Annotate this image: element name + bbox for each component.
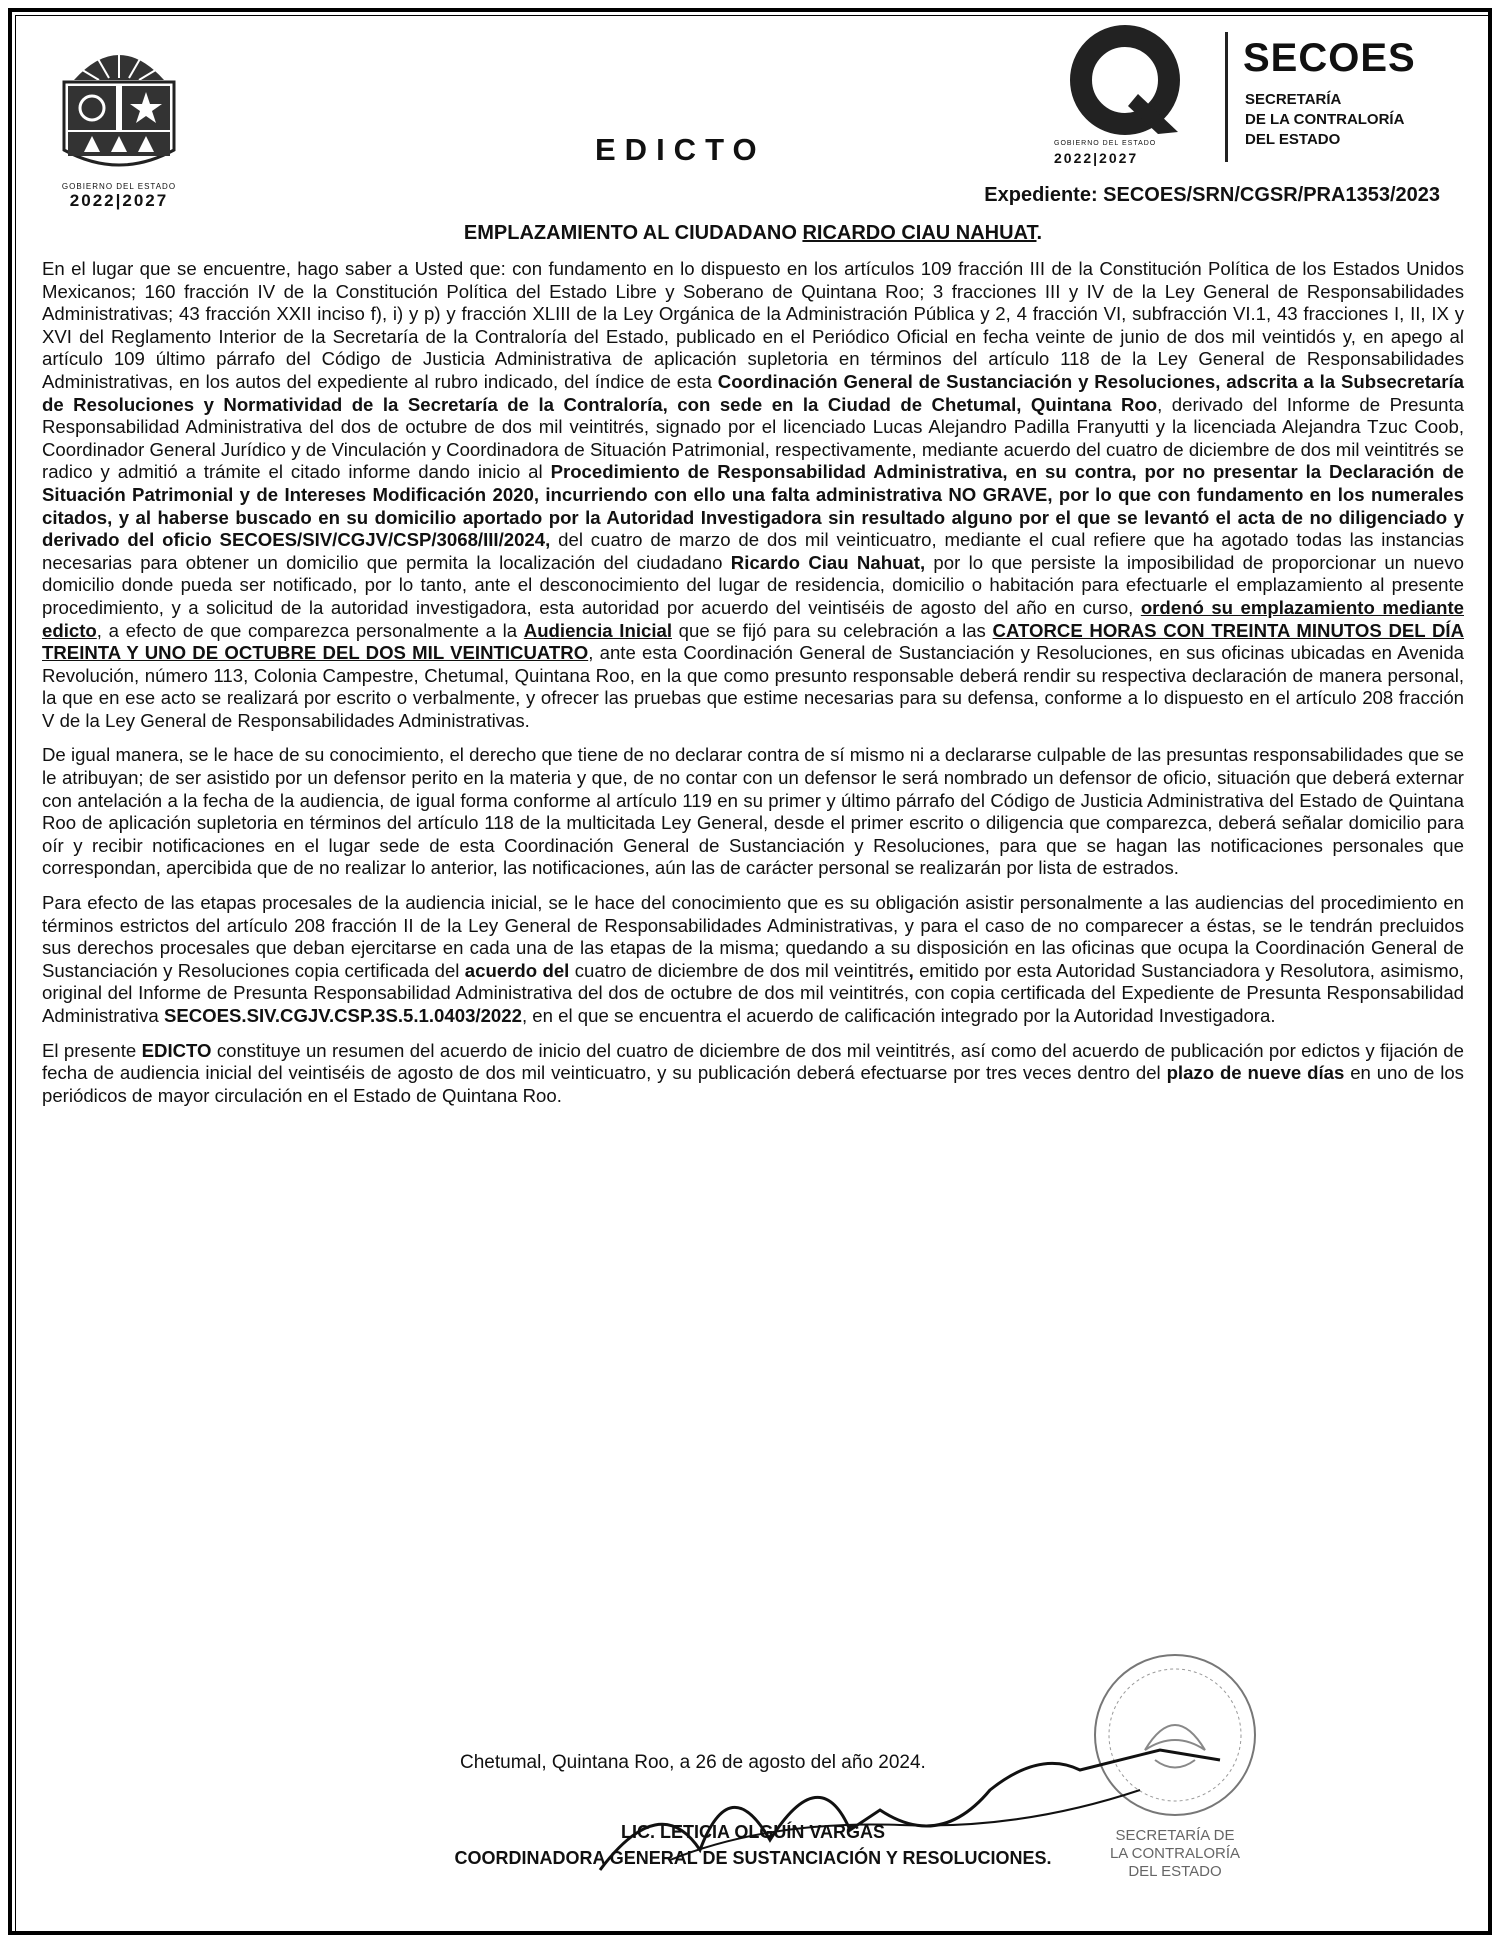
secoes-name: SECOES xyxy=(1243,36,1416,80)
bold-underlined-run: ordenó su emplazamiento mediante edicto xyxy=(42,596,1464,641)
paragraph-1 xyxy=(42,258,1464,732)
text-run: emitido por esta Autoridad Sustanciadora y Resolutora, asimismo, original del Informe de Presunta Responsabilidad Administrativa del dos de octubre de dos mil veintitrés, con copia certificada del Expediente de Presunta Responsabilidad Administrativa xyxy=(42,959,1464,1026)
secoes-subtitle xyxy=(1245,90,1404,150)
text-run: El presente xyxy=(42,1039,142,1061)
coat-of-arms-icon xyxy=(54,30,184,180)
text-run: en uno de los periódicos de mayor circulación en el Estado de Quintana Roo. xyxy=(42,1062,1464,1106)
signer-name: LIC. LETICIA OLGUÍN VARGAS xyxy=(621,1822,885,1842)
paragraph-4 xyxy=(42,1040,1464,1108)
bold-run: Ricardo Ciau Nahuat, xyxy=(730,551,926,573)
left-logo-years: 2022|2027 xyxy=(69,191,169,210)
secoes-sub-line: DE LA CONTRALORÍA xyxy=(1245,111,1405,128)
seal-line: SECRETARÍA DE xyxy=(1115,1827,1235,1844)
state-coat-of-arms xyxy=(44,30,194,220)
text-run: que se fijó para su celebración a las xyxy=(672,619,993,641)
seal-line: LA CONTRALORÍA xyxy=(1109,1845,1241,1862)
text-run: constituye un resumen del acuerdo de inicio del cuatro de diciembre de dos mil veintitrés, así como del acuerdo de publicación por edictos y fijación de fecha de audiencia inicial del veintiséis de agosto de dos mil veinticuatro, y su publicación deberá efectuarse por tres veces dentro del xyxy=(42,1039,1464,1084)
summons-suffix: . xyxy=(1036,222,1043,244)
case-number: Expediente: SECOES/SRN/CGSR/PRA1353/2023 xyxy=(984,184,1440,206)
bold-underlined-run: Audiencia Inicial xyxy=(523,619,672,641)
bold-run: SECOES.SIV.CGJV.CSP.3S.5.1.0403/2022 xyxy=(163,1005,522,1026)
place-and-date: Chetumal, Quintana Roo, a 26 de agosto del año 2024. xyxy=(460,1752,926,1773)
bold-run: , xyxy=(908,959,914,981)
right-logo-years: 2022|2027 xyxy=(1054,150,1139,166)
bold-run: acuerdo del xyxy=(464,959,570,981)
secoes-sub-line: DEL ESTADO xyxy=(1245,131,1341,148)
bold-underlined-run: CATORCE HORAS CON TREINTA MINUTOS DEL DÍA TREINTA Y UNO DE OCTUBRE DEL DOS MIL VEINTICUATRO xyxy=(42,619,1465,664)
text-run: por lo que persiste la imposibilidad de proporcionar un nuevo domicilio donde pueda ser notificado, por lo tanto, ante el desconocimiento del lugar de residencia, domicilio o habitación para efectuarle el emplazamiento al presente procedimiento, y a solicitud de la autoridad investigadora, esta autoridad por acuerdo del veintiséis de agosto del año en curso, xyxy=(42,551,1464,618)
summons-prefix: EMPLAZAMIENTO AL CIUDADANO xyxy=(463,222,803,244)
secoes-sub-line: SECRETARÍA xyxy=(1245,91,1342,108)
left-logo-caption: GOBIERNO DEL ESTADO xyxy=(61,182,177,191)
page-title: EDICTO xyxy=(595,132,766,167)
right-logo-caption: GOBIERNO DEL ESTADO xyxy=(1054,140,1157,147)
text-run: Para efecto de las etapas procesales de la audiencia inicial, se le hace del conocimiento que es su obligación asistir personalmente a las audiencias del procedimiento en términos estrictos del artículo 208 fracción II de la Ley General de Responsabilidades Administrativas, y para el caso de no comparecer a éstas, se le tendrán precluidos sus derechos procesales que deban ejercitarse en cada una de las etapas de la misma; quedando a su disposición en las oficinas que ocupa la Coordinación General de Sustanciación y Resoluciones copia certificada del xyxy=(42,892,1464,981)
secoes-logo xyxy=(1040,22,1470,172)
paragraph-3 xyxy=(42,892,1464,1028)
edict-body xyxy=(42,258,1464,1119)
text-run: del cuatro de marzo de dos mil veinticuatro, mediante el cual refiere que ha agotado todas las instancias necesarias para obtener un domicilio que permita la localización del ciudadano xyxy=(42,529,1464,573)
seal-line: DEL ESTADO xyxy=(1128,1863,1222,1880)
text-run: En el lugar que se encuentre, hago saber a Usted que: con fundamento en lo dispuesto en los artículos 109 fracción III de la Constitución Política de los Estados Unidos Mexicanos; 160 fracción IV de la Constitución Política del Estado Libre y Soberano de Quintana Roo; 3 fracciones III y IV de la Ley General de Responsabilidades Administrativas; 43 fracción XXII inciso f), i) y p) y fracción XLIII de la Ley Orgánica de la Administración Pública y 2, 4 fracción VI, subfracción VI.1, 43 fracciones I, II, IX y XVI del Reglamento Interior de la Secretaría de la Contraloría del Estado, publicado en el Periódico Oficial en fecha veinte de junio de dos mil veintidós y, en apego al artículo 109 último párrafo del Código de Justicia Administrativa de aplicación supletoria en términos del artículo 118 de la Ley General de Responsabilidades Administrativas, en los autos del expediente al rubro indicado, del índice de esta xyxy=(42,258,1464,392)
q-logo xyxy=(1040,22,1210,172)
bold-run: Procedimiento de Responsabilidad Administrativa, en su contra, por no presentar la Declaración de Situación Patrimonial y de Intereses Modificación 2020, incurriendo con ello una falta administrativa NO GRAVE, por lo que con fundamento en los numerales citados, y al haberse buscado en su domicilio aportado por la Autoridad Investigadora sin resultado alguno por el que se levantó el acta de no diligenciado y derivado del oficio SECOES/SIV/CGJV/CSP/3068/III/2024, xyxy=(42,461,1465,551)
bold-run: EDICTO xyxy=(141,1039,212,1061)
text-run: , a efecto de que comparezca personalmente a la xyxy=(96,619,524,641)
paragraph-2: De igual manera, se le hace de su conocimiento, el derecho que tiene de no declarar contra de sí mismo ni a declararse culpable de las presuntas responsabilidades que se le atribuyan; de ser asistido por un defensor perito en la materia y que, de no contar con un defensor le será nombrado un defensor de oficio, situación que deberá externar con antelación a la fecha de la audiencia, de igual forma conforme al artículo 119 en su primer y último párrafo del Código de Justicia Administrativa del Estado de Quintana Roo de aplicación supletoria en términos del artículo 118 de la multicitada Ley General, desde el primer escrito o diligencia que comparezca, deberá señalar domicilio para oír y recibir notificaciones en el lugar sede de esta Coordinación General de Sustanciación y Resoluciones, para que se hagan las notificaciones personales que correspondan, apercibida que de no realizar lo anterior, las notificaciones, aún las de carácter personal se realizarán por lista de estrados. xyxy=(42,744,1464,879)
text-run: cuatro de diciembre de dos mil veintitrés xyxy=(569,959,909,981)
logo-divider xyxy=(1225,32,1228,162)
summons-heading xyxy=(0,222,1506,245)
summons-name: RICARDO CIAU NAHUAT xyxy=(802,222,1037,244)
signer-role: COORDINADORA GENERAL DE SUSTANCIACIÓN Y RESOLUCIONES. xyxy=(454,1848,1052,1868)
q-logo-icon xyxy=(1050,22,1200,140)
bold-run: Coordinación General de Sustanciación y Resoluciones, adscrita a la Subsecretaría de Resoluciones y Normatividad de la Secretaría de la Contraloría, con sede en la Ciudad de Chetumal, Quintana Roo xyxy=(42,370,1464,415)
text-run: , ante esta Coordinación General de Sustanciación y Resoluciones, en sus oficinas ubicadas en Avenida Revolución, número 113, Colonia Campestre, Chetumal, Quintana Roo, en la que como presunto responsable deberá rendir su respectiva declaración de manera personal, la que en ese acto se realizará por escrito o verbalmente, y ofrecer las pruebas que estime necesarias para su defensa, conforme a lo dispuesto en el artículo 208 fracción V de la Ley General de Responsabilidades Administrativas. xyxy=(42,642,1464,731)
bold-run: plazo de nueve días xyxy=(1166,1062,1345,1084)
text-run: , derivado del Informe de Presunta Responsabilidad Administrativa del dos de octubre de dos mil veintitrés, signado por el licenciado Lucas Alejandro Padilla Franyutti y la licenciada Alejandra Tzuc Coob, Coordinador General Jurídico y de Vinculación y Coordinadora de Situación Patrimonial, respectivamente, mediante acuerdo del cuatro de diciembre de dos mil veintitrés se radico y admitió a trámite el citado informe dando inicio al xyxy=(42,393,1464,483)
text-run: , en el que se encuentra el acuerdo de calificación integrado por la Autoridad Investigadora. xyxy=(521,1005,1276,1026)
